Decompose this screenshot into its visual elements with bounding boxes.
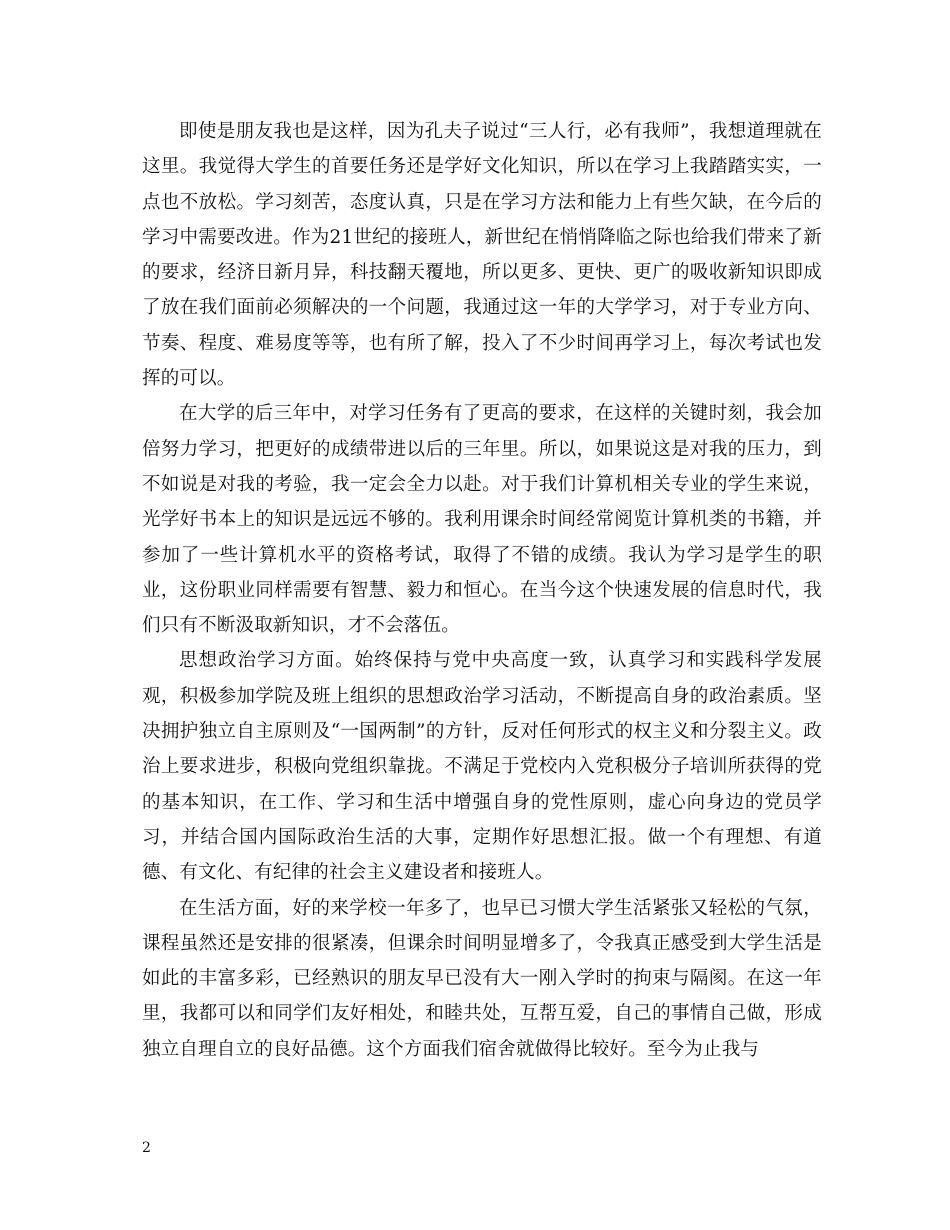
paragraph-political-study: 思想政治学习方面。始终保持与党中央高度一致，认真学习和实践科学发展观，积极参加学院及班上组织的思想政治学习活动，不断提高自身的政治素质。坚决拥护独立自主原则及“一国两制”的方针，反对任何形式的权主义和分裂主义。政治上要求进步，积极向党组织靠拢。不满足于党校内入党积极分子培训所获得的党的基本知识，在工作、学习和生活中增强自身的党性原则，虚心向身边的党员学习，并结合国内国际政治生活的大事，定期作好思想汇报。做一个有理想、有道德、有文化、有纪律的社会主义建设者和接班人。 <box>142 650 822 884</box>
paragraph-daily-life: 在生活方面，好的来学校一年多了，也早已习惯大学生活紧张又轻松的气氛，课程虽然还是安排的很紧凑，但课余时间明显增多了，令我真正感受到大学生活是如此的丰富多彩，已经熟识的朋友早已没有大一刚入学时的拘束与隔阂。在这一年里，我都可以和同学们友好相处，和睦共处，互帮互爱，自己的事情自己做，形成独立自理自立的良好品德。这个方面我们宿舍就做得比较好。至今为止我与 <box>142 897 822 1060</box>
paragraph-future-study: 在大学的后三年中，对学习任务有了更高的要求，在这样的关键时刻，我会加倍努力学习，把更好的成绩带进以后的三年里。所以，如果说这是对我的压力，到不如说是对我的考验，我一定会全力以赴。对于我们计算机相关专业的学生来说，光学好书本上的知识是远远不够的。我利用课余时间经常阅览计算机类的书籍，并参加了一些计算机水平的资格考试，取得了不错的成绩。我认为学习是学生的职业，这份职业同样需要有智慧、毅力和恒心。在当今这个快速发展的信息时代，我们只有不断汲取新知识，才不会落伍。 <box>142 403 822 637</box>
paragraph-study-attitude: 即使是朋友我也是这样，因为孔夫子说过“三人行，必有我师”，我想道理就在这里。我觉得大学生的首要任务还是学好文化知识，所以在学习上我踏踏实实，一点也不放松。学习刻苦，态度认真，只是在学习方法和能力上有些欠缺，在今后的学习中需要改进。作为21世纪的接班人，新世纪在悄悄降临之际也给我们带来了新的要求，经济日新月异，科技翻天覆地，所以更多、更快、更广的吸收新知识即成了放在我们面前必须解决的一个问题，我通过这一年的大学学习，对于专业方向、节奏、程度、难易度等等，也有所了解，投入了不少时间再学习上，每次考试也发挥的可以。 <box>142 121 822 390</box>
page-body <box>142 114 822 1067</box>
page-number: 2 <box>142 1140 151 1156</box>
